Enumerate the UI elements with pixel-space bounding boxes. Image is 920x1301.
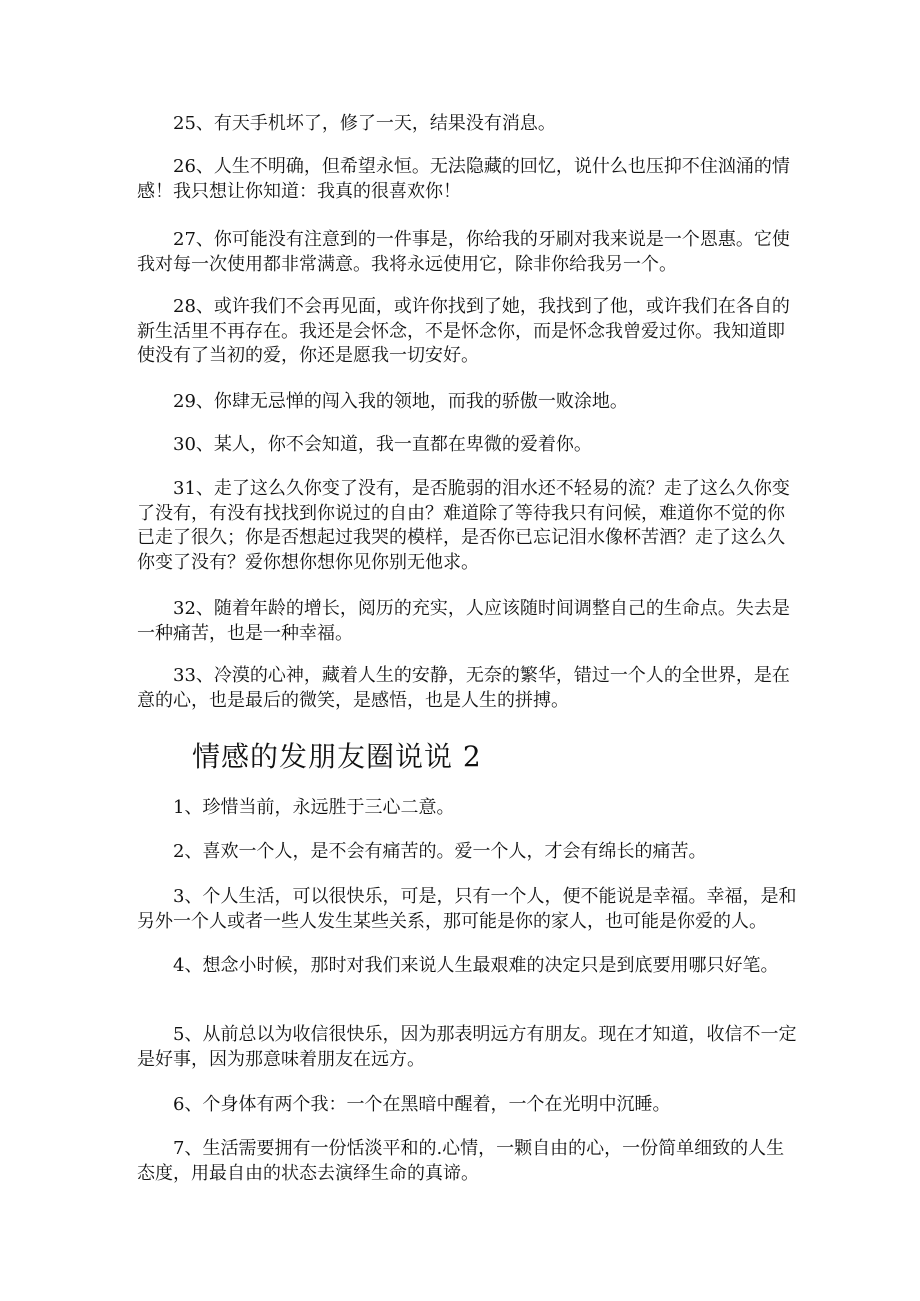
paragraph-25: 25、有天手机坏了，修了一天，结果没有消息。	[173, 113, 556, 134]
section-heading: 情感的发朋友圈说说 2	[192, 740, 482, 773]
paragraph-3: 3、个人生活，可以很快乐，可是，只有一个人，便不能说是幸福。幸福，是和另外一个人或者一些人发生某些关系，那可能是你的家人，也可能是你爱的人。	[137, 886, 797, 932]
paragraph-31: 31、走了这么久你变了没有，是否脆弱的泪水还不轻易的流？走了这么久你变了没有，有没有找找到你说过的自由？难道除了等待我只有问候，难道你不觉的你已走了很久；你是否想起过我哭的模样，是否你已忘记泪水像杯苦酒？走了这么久你变了没有？爱你想你想你见你别无他求。	[137, 478, 790, 573]
paragraph-28: 28、或许我们不会再见面，或许你找到了她，我找到了他，或许我们在各自的新生活里不再存在。我还是会怀念，不是怀念你，而是怀念我曾爱过你。我知道即使没有了当初的爱，你还是愿我一切安好。	[137, 296, 790, 366]
paragraph-6: 6、个身体有两个我：一个在黑暗中醒着，一个在光明中沉睡。	[173, 1094, 671, 1115]
paragraph-1: 1、珍惜当前，永远胜于三心二意。	[173, 797, 455, 818]
paragraph-32: 32、随着年龄的增长，阅历的充实，人应该随时间调整自己的生命点。失去是一种痛苦，也是一种幸福。	[137, 598, 790, 644]
paragraph-5: 5、从前总以为收信很快乐，因为那表明远方有朋友。现在才知道，收信不一定是好事，因为那意味着朋友在远方。	[137, 1024, 797, 1070]
paragraph-4: 4、想念小时候，那时对我们来说人生最艰难的决定只是到底要用哪只好笔。	[173, 955, 779, 976]
paragraph-30: 30、某人，你不会知道，我一直都在卑微的爱着你。	[173, 434, 592, 455]
paragraph-27: 27、你可能没有注意到的一件事是，你给我的牙刷对我来说是一个恩惠。它使我对每一次使用都非常满意。我将永远使用它，除非你给我另一个。	[137, 229, 790, 275]
paragraph-2: 2、喜欢一个人，是不会有痛苦的。爱一个人，才会有绵长的痛苦。	[173, 841, 707, 862]
paragraph-26: 26、人生不明确，但希望永恒。无法隐藏的回忆，说什么也压抑不住汹涌的情感！我只想让你知道：我真的很喜欢你！	[137, 156, 790, 202]
paragraph-7: 7、生活需要拥有一份恬淡平和的.心情，一颗自由的心，一份简单细致的人生态度，用最自由的状态去演绎生命的真谛。	[137, 1138, 785, 1184]
paragraph-29: 29、你肆无忌惮的闯入我的领地，而我的骄傲一败涂地。	[173, 391, 628, 412]
paragraph-33: 33、冷漠的心神，藏着人生的安静，无奈的繁华，错过一个人的全世界，是在意的心，也是最后的微笑，是感悟，也是人生的拼搏。	[137, 665, 790, 711]
